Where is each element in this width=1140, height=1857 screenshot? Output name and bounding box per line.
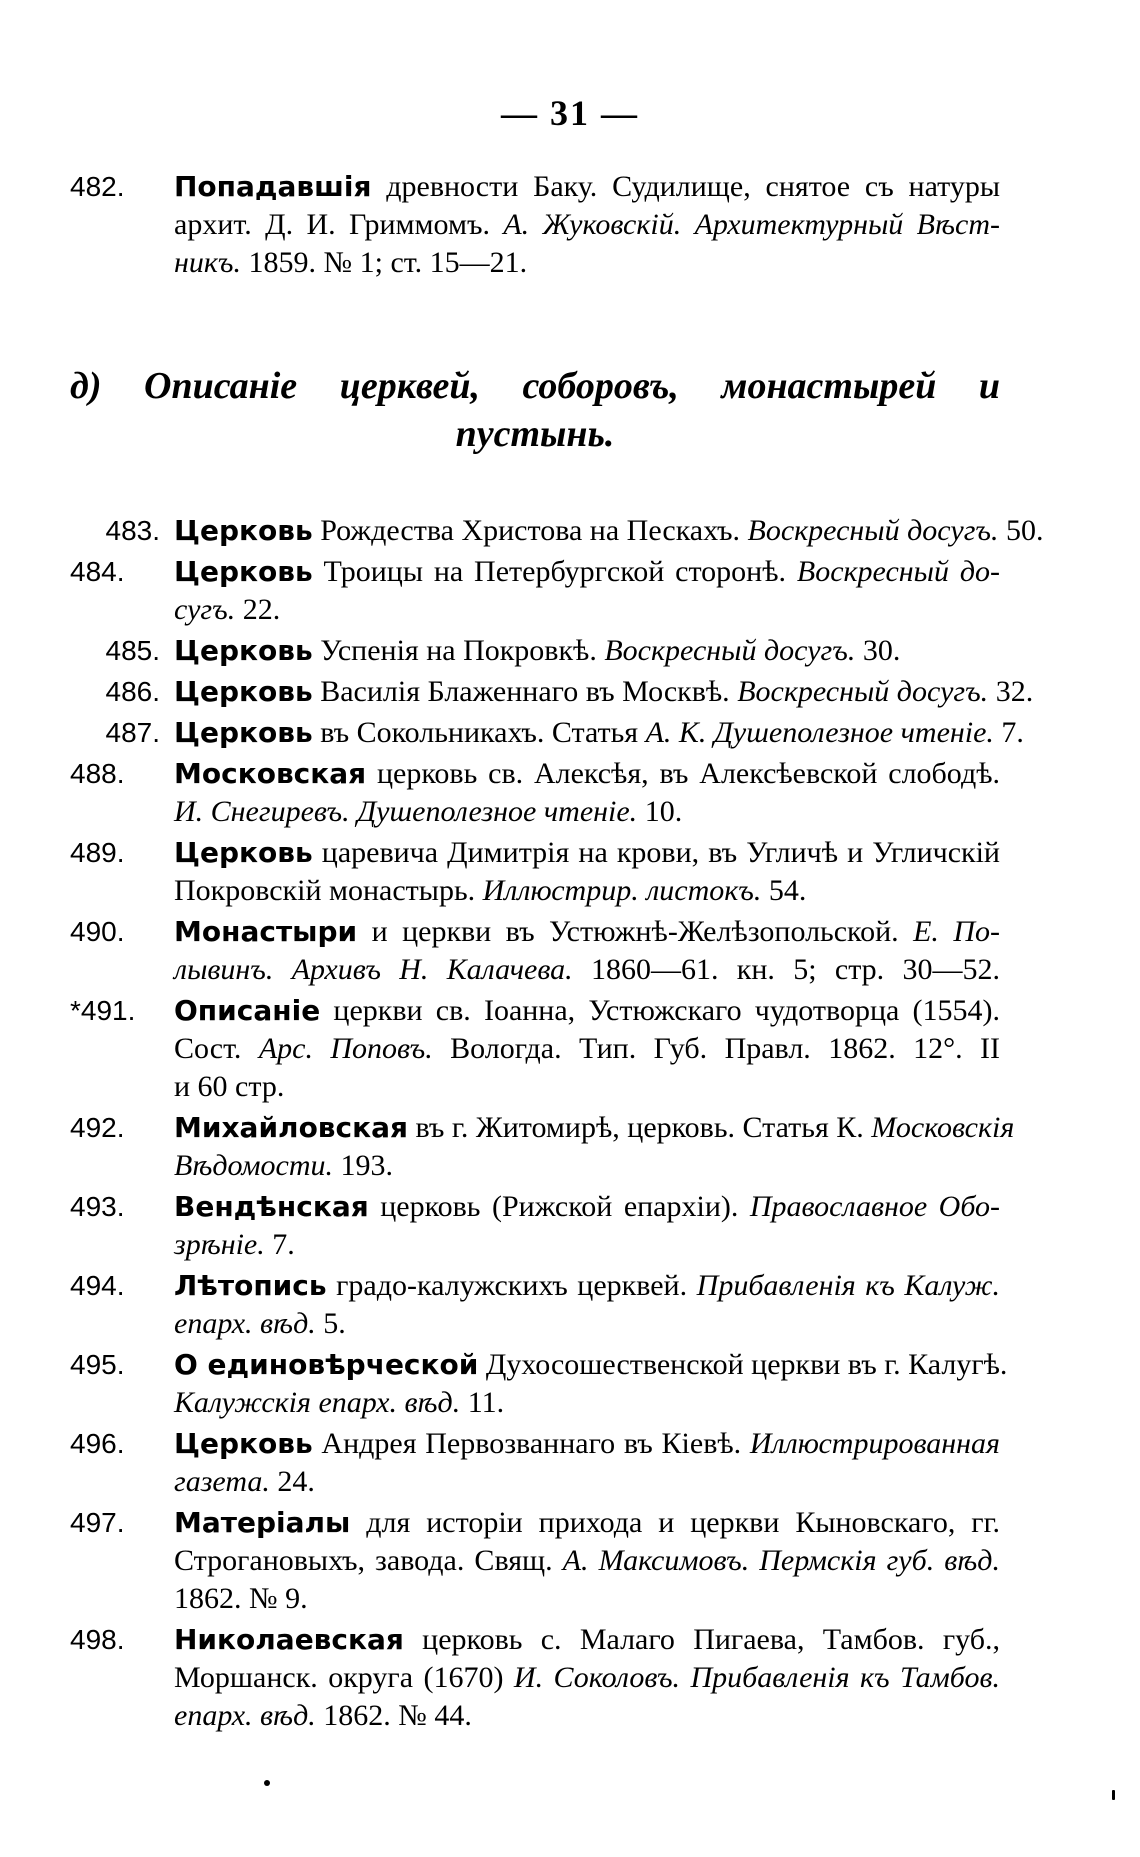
entry-heading: Церковь — [174, 514, 313, 547]
entry-number: 483. — [105, 515, 160, 546]
list-item — [70, 168, 1000, 282]
list-item — [70, 1621, 1000, 1735]
list-item — [70, 1267, 1000, 1343]
entry-tail: 54. — [761, 874, 807, 907]
entry-source: Воскресный досугъ. — [604, 634, 856, 667]
entry-heading: Московская — [174, 757, 367, 790]
entry-text: Строгановыхъ, завода. Свящ. — [174, 1544, 563, 1577]
page-number: — 31 — — [501, 93, 639, 133]
entry-tail: 1860—61. кн. 5; стр. 30—52. — [572, 953, 1000, 986]
entry-source: Калужскія епарх. вѣд. — [174, 1386, 461, 1419]
entry-text: царевича Димитрія на крови, въ Угличѣ и Угличскій — [312, 836, 1000, 869]
entry-text: церковь (Рижской епархіи). — [368, 1190, 750, 1223]
entry-heading: Церковь — [174, 1427, 313, 1460]
entry-tail: 193. — [333, 1149, 393, 1182]
section-heading-line-2: пустынь. — [455, 413, 615, 455]
entry-heading: Попадавшія — [174, 170, 372, 203]
entry-number: 489. — [70, 837, 125, 868]
entry-482-block — [70, 168, 1000, 285]
entry-heading: Вендѣнская — [174, 1190, 369, 1223]
entry-source: А. К. Душеполезное чтеніе. — [645, 716, 994, 749]
entry-number: 488. — [70, 758, 125, 789]
entry-text: Троицы на Петербургской сторонѣ. — [312, 555, 797, 588]
entry-number: 498. — [70, 1624, 125, 1655]
entry-heading: Церковь — [174, 634, 313, 667]
entry-text: Моршанск. округа (1670) — [174, 1661, 514, 1694]
entry-source: Воскресный до- — [796, 555, 1000, 588]
entry-heading: Михайловская — [174, 1111, 408, 1144]
entry-source: зрѣніе. — [174, 1228, 265, 1261]
entry-source: сугъ. — [174, 593, 236, 626]
entry-text: и 60 стр. — [174, 1070, 285, 1103]
entry-text: 1862. № 9. — [174, 1582, 308, 1615]
entries-list — [70, 512, 1044, 1738]
entry-text: Андрея Первозваннаго въ Кіевѣ. — [312, 1427, 750, 1460]
entry-text: и церкви въ Устюжнѣ-Желѣзопольской. — [357, 915, 914, 948]
entry-source: никъ. — [174, 246, 241, 279]
entry-number: 495. — [70, 1349, 125, 1380]
entry-source: газета. — [174, 1465, 270, 1498]
entry-tail: 5. — [315, 1307, 346, 1340]
entry-tail: Вологда. Тип. Губ. Правл. 1862. 12°. II — [432, 1032, 1000, 1065]
entry-heading: Церковь — [174, 836, 313, 869]
entry-text: въ г. Житомирѣ, церковь. Статья К. — [408, 1111, 872, 1144]
entry-tail: 32. — [988, 675, 1034, 708]
entry-number: 496. — [70, 1428, 125, 1459]
entry-heading: Николаевская — [174, 1623, 404, 1656]
entry-number: 486. — [105, 676, 160, 707]
entry-source: Воскресный досугъ. — [737, 675, 989, 708]
list-item — [70, 673, 1034, 711]
list-item — [70, 714, 1024, 752]
entry-source: Арс. Поповъ. — [258, 1032, 433, 1065]
entry-source: епарх. вѣд. — [174, 1307, 316, 1340]
entry-source: Московскія — [871, 1111, 1015, 1144]
entry-number: 497. — [70, 1507, 125, 1538]
list-item — [70, 913, 1000, 989]
entry-number: 494. — [70, 1270, 125, 1301]
section-heading — [70, 362, 1000, 458]
entry-heading: Описаніе — [174, 994, 321, 1027]
entry-source: епарх. вѣд. — [174, 1699, 316, 1732]
entry-source: Воскресный досугъ. — [747, 514, 999, 547]
entry-number: 492. — [70, 1112, 125, 1143]
list-item — [70, 512, 1044, 550]
entry-number: 487. — [105, 717, 160, 748]
entry-text: 1859. № 1; ст. 15—21. — [241, 246, 528, 279]
entry-text: церкви св. Іоанна, Устюжскаго чудотворца (1554). — [320, 994, 1000, 1027]
list-item — [70, 1425, 1000, 1501]
entry-heading: Монастыри — [174, 915, 358, 948]
entry-source: лывинъ. Архивъ Н. Калачева. — [174, 953, 573, 986]
entry-number: 493. — [70, 1191, 125, 1222]
entry-text: Сост. — [174, 1032, 259, 1065]
entry-tail: 50. — [998, 514, 1044, 547]
list-item — [70, 632, 1000, 670]
entry-text: Духосошественской церкви въ г. Калугѣ. — [478, 1348, 1008, 1381]
entry-text: Покровскій монастырь. — [174, 874, 483, 907]
entry-heading: О единовѣрческой — [174, 1348, 479, 1381]
entry-source: Вѣдомости. — [174, 1149, 333, 1182]
entry-tail: 22. — [235, 593, 281, 626]
list-item — [70, 1346, 1008, 1422]
entry-source: А. Максимовъ. Пермскія губ. вѣд. — [562, 1544, 1000, 1577]
entry-source: Иллюстрированная — [749, 1427, 1000, 1460]
section-heading-line-1: д) Описаніе церквей, соборовъ, монастырей и — [70, 365, 1000, 407]
entry-text: для исторіи прихода и церкви Кыновскаго, гг. — [350, 1506, 1000, 1539]
entry-text: 1862. № 44. — [315, 1699, 472, 1732]
entry-number: *491. — [70, 995, 136, 1026]
entry-heading: Лѣтопись — [174, 1269, 327, 1302]
entry-tail: 30. — [855, 634, 901, 667]
list-item — [70, 755, 1000, 831]
entry-source: Иллюстрир. листокъ. — [482, 874, 762, 907]
entry-source: Прибавленія къ Калуж. — [696, 1269, 1000, 1302]
entry-source: Православное Обо- — [749, 1190, 1001, 1223]
entry-number: 485. — [105, 635, 160, 666]
entry-tail: 7. — [993, 716, 1024, 749]
entry-text: церковь св. Алексѣя, въ Алексѣевской слободѣ. — [366, 757, 1000, 790]
entry-heading: Церковь — [174, 716, 313, 749]
print-speck — [1112, 1790, 1115, 1800]
list-item — [70, 834, 1000, 910]
entry-number: 484. — [70, 556, 125, 587]
list-item — [70, 992, 1000, 1106]
entry-number: 490. — [70, 916, 125, 947]
entry-text: Рождества Христова на Пескахъ. — [312, 514, 748, 547]
list-item — [70, 1504, 1000, 1618]
entry-text: градо-калужскихъ церквей. — [326, 1269, 697, 1302]
list-item — [70, 553, 1000, 629]
print-speck — [264, 1780, 270, 1786]
entry-source: И. Снегиревъ. Душеполезное чтеніе. — [174, 795, 638, 828]
entry-tail: 24. — [269, 1465, 315, 1498]
entry-tail: 10. — [637, 795, 683, 828]
entry-text: Василія Блаженнаго въ Москвѣ. — [312, 675, 738, 708]
entry-text: церковь с. Малаго Пигаева, Тамбов. губ., — [403, 1623, 1000, 1656]
entry-text: Успенія на Покровкѣ. — [312, 634, 605, 667]
entry-heading: Церковь — [174, 555, 313, 588]
entry-number: 482. — [70, 171, 125, 202]
entry-tail: 7. — [264, 1228, 295, 1261]
entry-tail: 11. — [460, 1386, 505, 1419]
entry-text: въ Сокольникахъ. Статья — [312, 716, 646, 749]
entry-author: А. Жуковскій. Архитектурный Вѣст- — [503, 208, 1000, 241]
entry-source: И. Соколовъ. Прибавленія къ Тамбов. — [513, 1661, 1000, 1694]
entry-text: архит. Д. И. Гриммомъ. — [174, 208, 504, 241]
entry-text: древности Баку. Судилище, снятое съ натуры — [371, 170, 1000, 203]
list-item — [70, 1109, 1015, 1185]
entry-heading: Церковь — [174, 675, 313, 708]
entry-source: Е. По- — [913, 915, 1001, 948]
entry-heading: Матеріалы — [174, 1506, 351, 1539]
list-item — [70, 1188, 1000, 1264]
